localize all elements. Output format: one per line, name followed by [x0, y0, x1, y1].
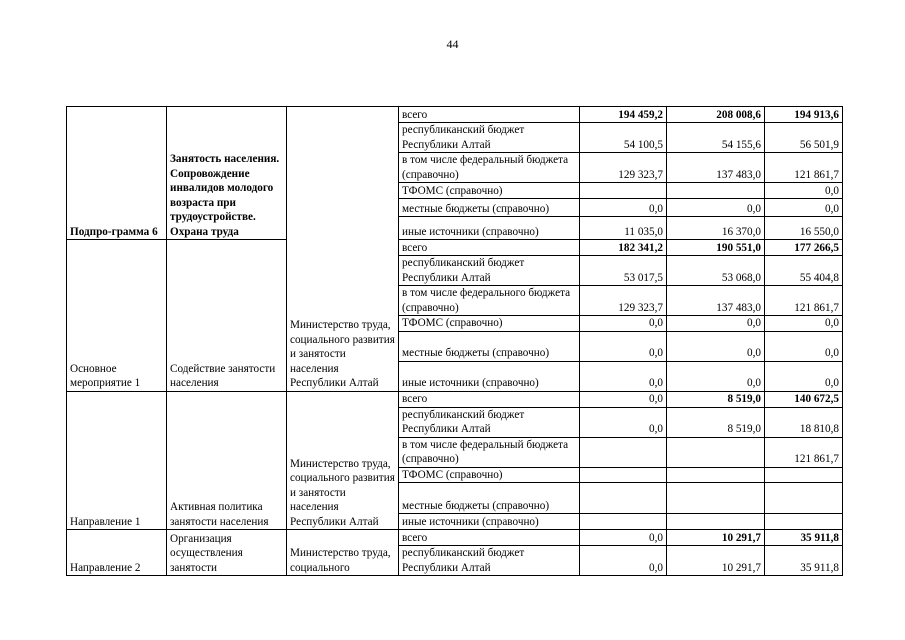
source-cell: республиканский бюджет Республики Алтай [399, 123, 580, 153]
value-cell: 0,0 [580, 199, 667, 217]
value-cell [765, 467, 843, 483]
value-cell: 121 861,7 [765, 153, 843, 183]
value-cell: 35 911,8 [765, 546, 843, 576]
source-cell: в том числе федерального бюджета (справочно) [399, 286, 580, 316]
source-cell: иные источники (справочно) [399, 514, 580, 530]
source-cell: иные источники (справочно) [399, 361, 580, 391]
value-cell: 0,0 [580, 407, 667, 437]
executor-cell: Министерство труда, социального [287, 530, 399, 576]
value-cell: 129 323,7 [580, 153, 667, 183]
value-cell: 194 459,2 [580, 107, 667, 123]
source-cell: местные бюджеты (справочно) [399, 199, 580, 217]
page-number: 44 [446, 37, 459, 51]
value-cell: 0,0 [580, 546, 667, 576]
value-cell [580, 183, 667, 199]
value-cell [580, 467, 667, 483]
value-cell: 137 483,0 [667, 286, 765, 316]
value-cell: 0,0 [580, 316, 667, 332]
source-cell: всего [399, 107, 580, 123]
source-cell: местные бюджеты (справочно) [399, 331, 580, 361]
value-cell: 140 672,5 [765, 391, 843, 407]
value-cell [580, 514, 667, 530]
direction-name: Направление 2 [67, 530, 167, 576]
source-cell: республиканский бюджет Республики Алтай [399, 407, 580, 437]
table-row [67, 107, 843, 123]
value-cell [667, 437, 765, 467]
value-cell [667, 514, 765, 530]
value-cell: 8 519,0 [667, 407, 765, 437]
direction-title: Активная политика занятости населения [167, 391, 287, 530]
value-cell: 121 861,7 [765, 437, 843, 467]
value-cell: 8 519,0 [667, 391, 765, 407]
value-cell: 177 266,5 [765, 240, 843, 256]
value-cell: 121 861,7 [765, 286, 843, 316]
activity-name: Основное мероприятие 1 [67, 240, 167, 392]
source-cell: всего [399, 240, 580, 256]
source-cell: всего [399, 530, 580, 546]
value-cell: 208 008,6 [667, 107, 765, 123]
source-cell: местные бюджеты (справочно) [399, 483, 580, 514]
source-cell: в том числе федеральный бюджета (справочно) [399, 437, 580, 467]
value-cell: 0,0 [667, 331, 765, 361]
program-name: Подпро-грамма 6 [67, 107, 167, 240]
value-cell: 0,0 [765, 183, 843, 199]
value-cell: 53 068,0 [667, 256, 765, 286]
value-cell: 56 501,9 [765, 123, 843, 153]
source-cell: республиканский бюджет Республики Алтай [399, 546, 580, 576]
value-cell [580, 483, 667, 514]
value-cell: 0,0 [667, 199, 765, 217]
value-cell [667, 467, 765, 483]
executor-cell: Министерство труда, социального развития и занятости населения Республики Алтай [287, 391, 399, 530]
value-cell: 0,0 [667, 361, 765, 391]
source-cell: иные источники (справочно) [399, 217, 580, 240]
value-cell: 53 017,5 [580, 256, 667, 286]
value-cell: 129 323,7 [580, 286, 667, 316]
value-cell: 137 483,0 [667, 153, 765, 183]
activity-title: Содействие занятости населения [167, 240, 287, 392]
value-cell [667, 183, 765, 199]
table-row [67, 530, 843, 546]
value-cell [765, 483, 843, 514]
value-cell: 190 551,0 [667, 240, 765, 256]
value-cell: 0,0 [765, 199, 843, 217]
value-cell: 54 155,6 [667, 123, 765, 153]
value-cell [765, 514, 843, 530]
source-cell: всего [399, 391, 580, 407]
value-cell: 0,0 [667, 316, 765, 332]
value-cell: 16 550,0 [765, 217, 843, 240]
value-cell [580, 437, 667, 467]
value-cell: 35 911,8 [765, 530, 843, 546]
value-cell: 0,0 [765, 316, 843, 332]
source-cell: ТФОМС (справочно) [399, 316, 580, 332]
executor-cell: Министерство труда, социального развития и занятости населения Республики Алтай [287, 107, 399, 392]
value-cell: 0,0 [765, 361, 843, 391]
value-cell: 10 291,7 [667, 530, 765, 546]
direction-title: Организация осуществления занятости [167, 530, 287, 576]
value-cell: 0,0 [765, 331, 843, 361]
value-cell: 0,0 [580, 331, 667, 361]
budget-table [66, 106, 843, 576]
value-cell: 194 913,6 [765, 107, 843, 123]
value-cell: 0,0 [580, 530, 667, 546]
source-cell: ТФОМС (справочно) [399, 183, 580, 199]
table-row [67, 240, 843, 256]
value-cell [667, 483, 765, 514]
value-cell: 54 100,5 [580, 123, 667, 153]
value-cell: 182 341,2 [580, 240, 667, 256]
source-cell: ТФОМС (справочно) [399, 467, 580, 483]
source-cell: республиканский бюджет Республики Алтай [399, 256, 580, 286]
value-cell: 16 370,0 [667, 217, 765, 240]
value-cell: 18 810,8 [765, 407, 843, 437]
table-row [67, 391, 843, 407]
value-cell: 11 035,0 [580, 217, 667, 240]
source-cell: в том числе федеральный бюджета (справочно) [399, 153, 580, 183]
value-cell: 0,0 [580, 391, 667, 407]
value-cell: 0,0 [580, 361, 667, 391]
value-cell: 10 291,7 [667, 546, 765, 576]
direction-name: Направление 1 [67, 391, 167, 530]
program-title: Занятость населения. Сопровождение инвалидов молодого возраста при трудоустройстве. Охрана труда [167, 107, 287, 240]
value-cell: 55 404,8 [765, 256, 843, 286]
